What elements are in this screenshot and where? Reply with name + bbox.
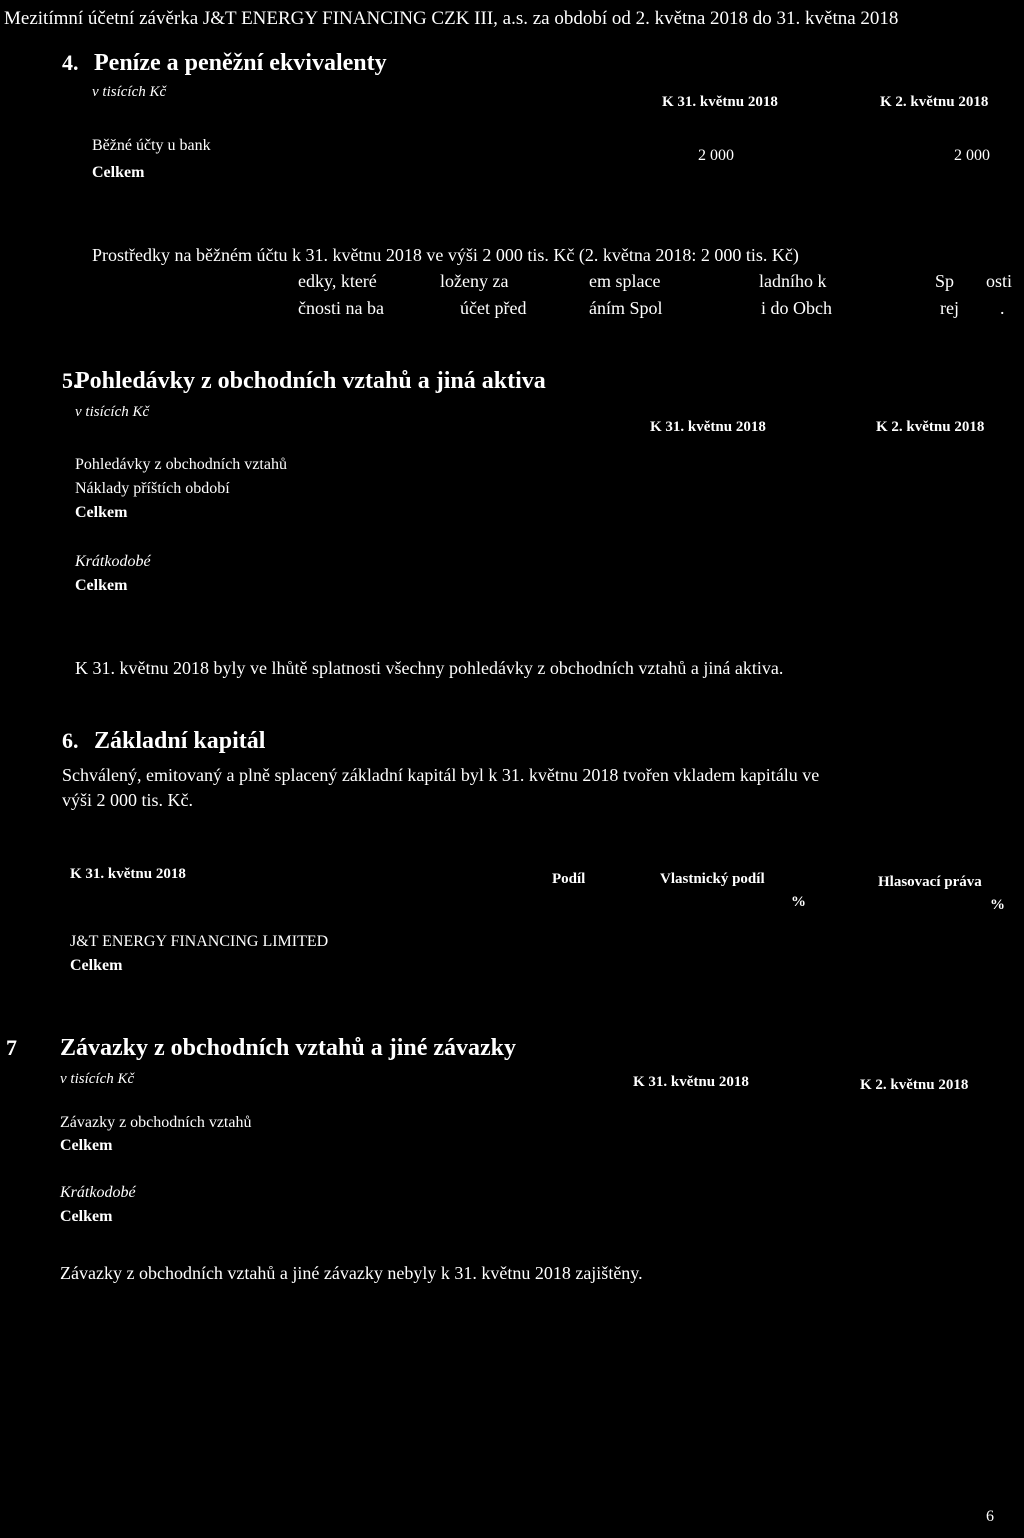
section-6-share-header: Podíl: [552, 871, 586, 887]
section-4-total-label: Celkem: [92, 164, 145, 181]
section-5-unit: v tisících Kč: [75, 404, 150, 420]
section-5-row-prepaid: Náklady příštích období: [75, 480, 230, 497]
section-6-ownership-pct: %: [791, 894, 806, 910]
document-header: Mezitímní účetní závěrka J&T ENERGY FINANCING CZK III, a.s. za období od 2. května 2018 do 31. května 2018: [4, 8, 899, 29]
section-4-row-value-2: 2 000: [954, 147, 990, 164]
section-7-col2-header: K 2. květnu 2018: [860, 1077, 969, 1093]
section-4-row-value-1: 2 000: [698, 147, 734, 164]
section-5-col2-header: K 2. květnu 2018: [876, 419, 985, 435]
section-4-fragment: osti: [986, 271, 1013, 291]
section-4-fragment: ladního k: [759, 271, 827, 291]
section-6-number: 6.: [62, 728, 79, 753]
section-6-title: Základní kapitál: [94, 728, 266, 754]
section-4-fragment: i do Obch: [761, 298, 832, 318]
section-7-title: Závazky z obchodních vztahů a jiné závazky: [60, 1035, 517, 1061]
section-4-col1-header: K 31. květnu 2018: [662, 94, 778, 110]
section-4-paragraph-line-1: Prostředky na běžném účtu k 31. květnu 2018 ve výši 2 000 tis. Kč (2. května 2018: 2 000 tis. Kč): [92, 245, 799, 265]
section-6-total-label: Celkem: [70, 957, 123, 974]
section-5-short-term-total: Celkem: [75, 577, 128, 594]
section-4-unit: v tisících Kč: [92, 84, 167, 100]
section-6-paragraph-line-1: Schválený, emitovaný a plně splacený základní kapitál byl k 31. květnu 2018 tvořen vkladem kapitálu ve: [62, 765, 820, 785]
section-4-fragment: .: [1000, 298, 1005, 318]
section-4-row-label: Běžné účty u bank: [92, 137, 211, 154]
section-5-total-label: Celkem: [75, 504, 128, 521]
section-7-col1-header: K 31. květnu 2018: [633, 1074, 749, 1090]
section-7-unit: v tisících Kč: [60, 1071, 135, 1087]
section-5-col1-header: K 31. květnu 2018: [650, 419, 766, 435]
section-6-paragraph-line-2: výši 2 000 tis. Kč.: [62, 790, 194, 810]
section-4-col2-header: K 2. květnu 2018: [880, 94, 989, 110]
section-5-row-receivables: Pohledávky z obchodních vztahů: [75, 456, 287, 473]
section-4-title: Peníze a peněžní ekvivalenty: [94, 50, 387, 76]
section-7-note: Závazky z obchodních vztahů a jiné závazky nebyly k 31. květnu 2018 zajištěny.: [60, 1263, 643, 1283]
section-4-fragment: edky, které: [298, 271, 377, 291]
section-4-fragment: Sp: [935, 271, 955, 291]
section-7-short-term-total: Celkem: [60, 1208, 113, 1225]
section-6-ownership-header: Vlastnický podíl: [660, 871, 765, 887]
section-7-number: 7: [6, 1035, 17, 1060]
section-4-fragment: loženy za: [440, 271, 509, 291]
section-5-note: K 31. květnu 2018 byly ve lhůtě splatnosti všechny pohledávky z obchodních vztahů a jiná aktiva.: [75, 658, 784, 678]
section-7-row-payables: Závazky z obchodních vztahů: [60, 1114, 252, 1131]
section-7-short-term-label: Krátkodobé: [60, 1184, 136, 1201]
section-4-fragment: čnosti na ba: [298, 298, 384, 318]
page-number: 6: [986, 1508, 994, 1525]
section-6-row-shareholder: J&T ENERGY FINANCING LIMITED: [70, 933, 329, 950]
section-4-fragment: áním Spol: [589, 298, 663, 318]
section-4-fragment: rej: [940, 298, 959, 318]
section-5-number: 5.: [62, 368, 79, 393]
section-4-fragment: em splace: [589, 271, 661, 291]
section-7-total-label: Celkem: [60, 1137, 113, 1154]
section-4-number: 4.: [62, 50, 79, 75]
section-6-voting-pct: %: [990, 897, 1005, 913]
section-6-voting-header: Hlasovací práva: [878, 874, 982, 890]
section-4-fragment: účet před: [460, 298, 527, 318]
section-5-title: Pohledávky z obchodních vztahů a jiná aktiva: [75, 368, 546, 394]
section-5-short-term-label: Krátkodobé: [75, 553, 151, 570]
section-6-date-header: K 31. květnu 2018: [70, 866, 186, 882]
